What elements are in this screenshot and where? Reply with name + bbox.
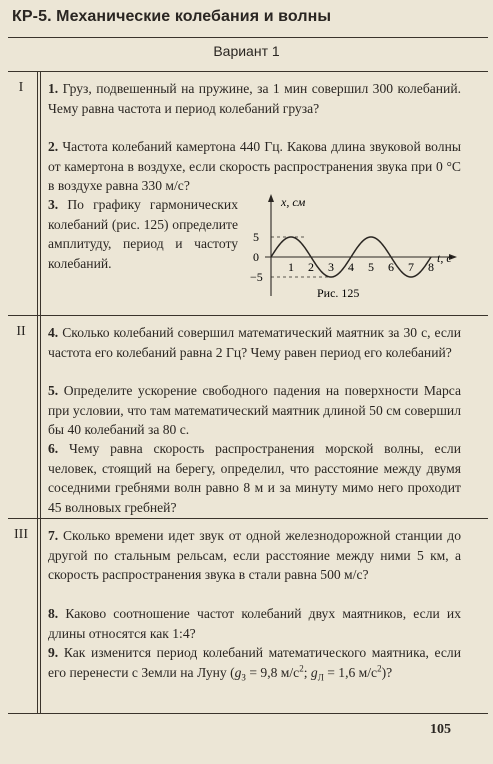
- x-tick-2: 2: [308, 260, 314, 274]
- x-tick-labels: [288, 260, 434, 274]
- question-2: 2. Частота колебаний камертона 440 Гц. Какова длина звуковой волны от камертона в воздухе, если скорость распространения звука при 0 °С в воздухе равна 330 м/с?: [48, 139, 461, 193]
- figure-harmonic-graph: [245, 192, 470, 304]
- y-axis-label: x, см: [281, 195, 306, 209]
- question-8: 8. Каково соотношение частот колебаний двух маятников, если их длины относятся как 1:4?: [48, 606, 461, 641]
- section-divider-1: [8, 315, 488, 316]
- variant-heading: Вариант 1: [213, 43, 280, 59]
- y-tick-0: 0: [253, 250, 259, 264]
- page-title: КР-5. Механические колебания и волны: [12, 8, 332, 25]
- section-label-1: I: [18, 80, 24, 95]
- x-tick-8: 8: [428, 260, 434, 274]
- table-top-border: [8, 71, 488, 72]
- x-tick-7: 7: [408, 260, 414, 274]
- x-tick-4: 4: [348, 260, 354, 274]
- x-axis-label: t, с: [437, 251, 452, 265]
- figure-caption: Рис. 125: [317, 286, 360, 300]
- y-tick-5: 5: [253, 230, 259, 244]
- x-tick-1: 1: [288, 260, 294, 274]
- question-7: 7. Сколько времени идет звук от одной железнодорожной станции до другой по стальным рельсам, если расстояние между ними 5 км, а скорость распространения звука в стали равна 500 м/с?: [48, 528, 461, 582]
- question-1: 1. Груз, подвешенный на пружине, за 1 мин совершил 300 колебаний. Чему равна частота и период колебаний груза?: [48, 81, 461, 116]
- question-5: 5. Определите ускорение свободного падения на поверхности Марса при условии, что там математический маятник длиной 50 см совершил бы 40 колебаний за 80 с.: [48, 383, 461, 437]
- y-axis-arrow: [268, 194, 274, 202]
- question-9: 9. Как изменится период колебаний математического маятника, если его перенести с Земли на Луну ($g_З = 9,8$ $м/с^2$; $g_Л = 1,6$ $м/с^2$)?: [48, 645, 461, 683]
- x-tick-3: 3: [328, 260, 334, 274]
- table-bottom-border: [8, 713, 488, 714]
- column-divider-inner: [40, 71, 41, 713]
- section-divider-2: [8, 518, 488, 519]
- y-tick-neg5: −5: [250, 270, 263, 284]
- page-number: 105: [430, 722, 451, 737]
- section-label-2: II: [16, 324, 26, 339]
- question-3: 3. По графику гармонических колебаний (рис. 125) определите амплитуду, период и частоту колебаний.: [48, 197, 238, 271]
- column-divider: [37, 71, 38, 713]
- x-tick-6: 6: [388, 260, 394, 274]
- section-label-3: III: [14, 527, 28, 542]
- x-tick-5: 5: [368, 260, 374, 274]
- question-6: 6. Чему равна скорость распространения морской волны, если человек, стоящий на берегу, определил, что расстояние между двумя соседними гребнями волн равно 8 м и за минуту мимо него проходит 45 волновых гребней?: [48, 441, 461, 515]
- title-divider: [8, 37, 488, 38]
- question-4: 4. Сколько колебаний совершил математический маятник за 30 с, если частота его колебаний равна 2 Гц? Чему равен период его колебаний?: [48, 325, 461, 360]
